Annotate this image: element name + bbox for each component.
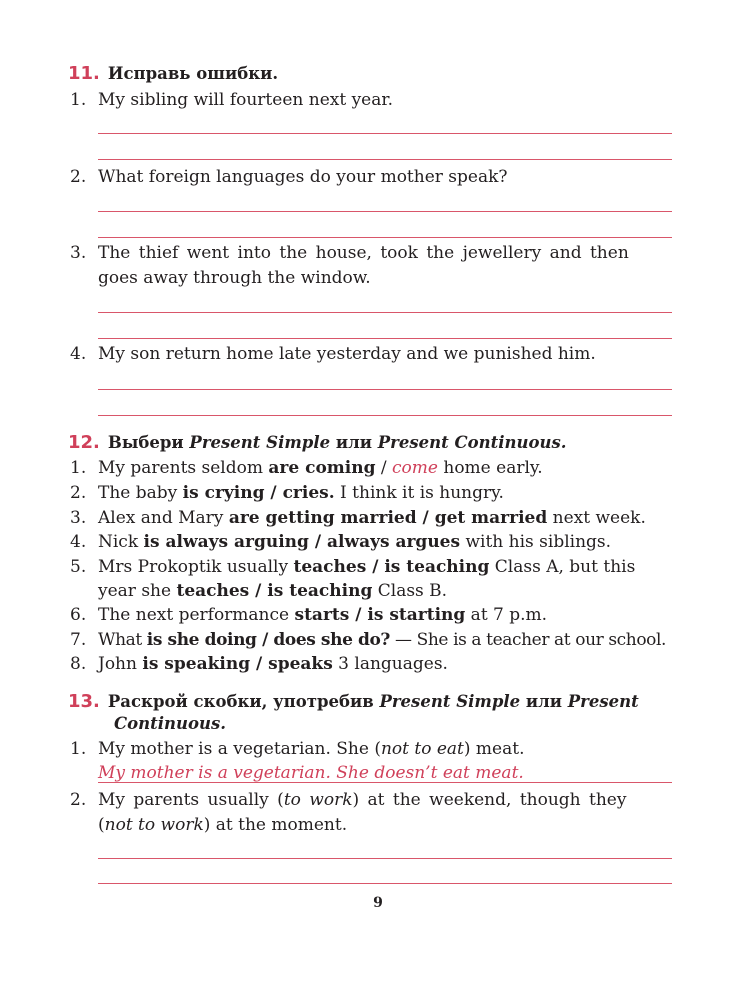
item-number: 1. <box>70 739 87 759</box>
verb-hint: to work <box>283 790 353 810</box>
choice-sentence: The next performance starts / is starting at 7 p.m. <box>98 605 548 625</box>
answer-line[interactable] <box>98 159 672 160</box>
exercise-11-heading <box>68 63 278 84</box>
selected-choice-option[interactable]: come <box>392 458 438 478</box>
answer-line[interactable] <box>98 237 672 238</box>
page-number: 9 <box>373 895 383 911</box>
choice-sentence: Mrs Prokoptik usually teaches / is teaching Class A, but this <box>98 557 636 577</box>
answer-line[interactable] <box>98 211 672 212</box>
choice-sentence: My parents seldom are coming / come home early. <box>98 458 543 478</box>
verb-hint: not to eat <box>380 739 464 759</box>
choice-option[interactable]: cries. <box>282 483 335 503</box>
item-number: 1. <box>70 458 87 478</box>
item-number: 4. <box>70 532 87 552</box>
instruction-text: или <box>330 433 378 452</box>
choice-sentence: Alex and Mary are getting married / get married next week. <box>98 508 646 528</box>
item-number: 4. <box>70 344 87 364</box>
exercise-number: 12. <box>68 432 100 453</box>
choice-sentence: Nick is always arguing / always argues with his siblings. <box>98 532 612 552</box>
example-answer: My mother is a vegetarian. She doesn’t eat meat. <box>98 763 524 783</box>
exercise-13-heading-continued <box>114 714 226 733</box>
item-text: What foreign languages do your mother speak? <box>98 167 508 187</box>
choice-option[interactable]: is teaching <box>384 557 490 577</box>
exercise-number: 13. <box>68 691 100 712</box>
item-number: 7. <box>70 630 87 650</box>
choice-option[interactable]: teaches <box>176 581 250 601</box>
tense-name: Present Continuous. <box>377 433 567 452</box>
choice-option[interactable]: always argues <box>326 532 461 552</box>
item-number: 6. <box>70 605 87 625</box>
choice-option[interactable]: is speaking <box>142 654 251 674</box>
item-number: 8. <box>70 654 87 674</box>
tense-name: Continuous. <box>114 714 227 733</box>
item-number: 3. <box>70 508 87 528</box>
answer-line[interactable] <box>98 312 672 313</box>
choice-option[interactable]: is starting <box>367 605 466 625</box>
choice-sentence-continued: year she teaches / is teaching Class B. <box>98 581 448 601</box>
instruction-text: Раскрой скобки, употребив <box>107 692 380 711</box>
instruction-text: или <box>520 692 568 711</box>
answer-line[interactable] <box>98 883 672 884</box>
item-text: The thief went into the house, took the jewellery and then <box>98 243 629 263</box>
item-text-continued: goes away through the window. <box>98 268 371 288</box>
choice-option[interactable]: does she do? <box>273 630 390 650</box>
exercise-13-heading <box>68 691 639 712</box>
bracket-sentence: My parents usually (to work) at the weekend, though they <box>98 790 627 810</box>
choice-option[interactable]: is teaching <box>267 581 373 601</box>
answer-line[interactable] <box>98 415 672 416</box>
choice-option[interactable]: are getting married <box>228 508 417 528</box>
choice-option[interactable]: speaks <box>268 654 333 674</box>
answer-line[interactable] <box>98 782 672 783</box>
choice-option[interactable]: is always arguing <box>143 532 309 552</box>
answer-line[interactable] <box>98 858 672 859</box>
answer-line[interactable] <box>98 389 672 390</box>
choice-sentence: What is she doing / does she do? — She is a teacher at our school. <box>98 630 667 650</box>
instruction-text: Выбери <box>107 433 190 452</box>
tense-name: Present Simple <box>189 433 331 452</box>
choice-option[interactable]: teaches <box>293 557 367 577</box>
choice-option[interactable]: is she doing <box>146 630 257 650</box>
item-text: My sibling will fourteen next year. <box>98 90 394 110</box>
exercise-12-heading <box>68 432 567 453</box>
choice-option[interactable]: is crying <box>182 483 265 503</box>
answer-line[interactable] <box>98 338 672 339</box>
item-number: 2. <box>70 167 87 187</box>
choice-sentence: John is speaking / speaks 3 languages. <box>98 654 448 674</box>
item-number: 1. <box>70 90 87 110</box>
answer-line[interactable] <box>98 133 672 134</box>
item-number: 2. <box>70 790 87 810</box>
choice-option[interactable]: are coming <box>268 458 376 478</box>
item-number: 2. <box>70 483 87 503</box>
item-number: 3. <box>70 243 87 263</box>
exercise-number: 11. <box>68 63 100 84</box>
bracket-sentence-continued: (not to work) at the moment. <box>98 815 348 835</box>
exercise-instruction: Исправь ошибки. <box>107 64 279 83</box>
tense-name: Present Simple <box>379 692 521 711</box>
item-text: My son return home late yesterday and we punished him. <box>98 344 596 364</box>
tense-name: Present <box>567 692 639 711</box>
choice-sentence: The baby is crying / cries. I think it is hungry. <box>98 483 504 503</box>
verb-hint: not to work <box>104 815 204 835</box>
choice-option[interactable]: get married <box>434 508 548 528</box>
bracket-sentence: My mother is a vegetarian. She (not to eat) meat. <box>98 739 525 759</box>
item-number: 5. <box>70 557 87 577</box>
choice-option[interactable]: starts <box>294 605 350 625</box>
